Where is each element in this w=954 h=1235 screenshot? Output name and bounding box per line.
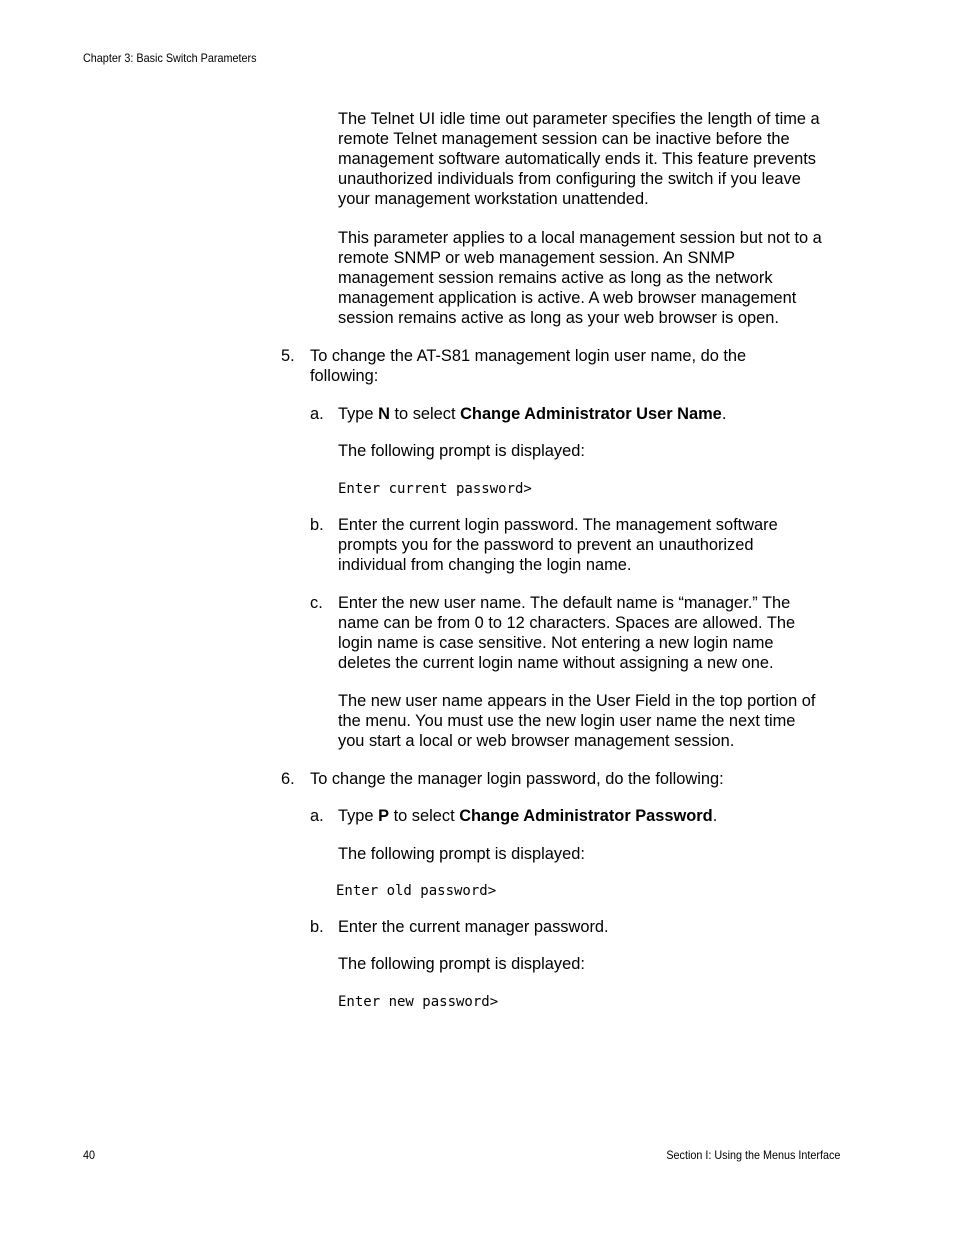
code-prompt: Enter old password> (336, 883, 497, 899)
paragraph-line: individual from changing the login name. (338, 556, 632, 575)
paragraph-line: This parameter applies to a local management session but not to a (338, 229, 822, 247)
step-6a-marker: a. (310, 807, 324, 825)
menu-option-name: Change Administrator Password (459, 807, 713, 825)
step-5c-text (338, 593, 795, 673)
step-6b-text: Enter the current manager password. (338, 918, 609, 936)
paragraph-line: management session remains active as long as the network (338, 269, 773, 288)
paragraph-line: management application is active. A web browser management (338, 289, 797, 308)
paragraph-line: you start a local or web browser management session. (338, 732, 735, 751)
step-5-text (310, 346, 746, 386)
paragraph-line: login name is case sensitive. Not entering a new login name (338, 634, 774, 653)
paragraph-line: To change the AT-S81 management login user name, do the (310, 347, 747, 365)
intro-paragraph-2 (338, 228, 822, 328)
running-footer: Section I: Using the Menus Interface (665, 1148, 840, 1162)
step-5a-text: Type N to select Change Administrator User Name. (338, 405, 727, 423)
prompt-intro: The following prompt is displayed: (338, 442, 585, 460)
paragraph-line: The new user name appears in the User Field in the top portion of (338, 692, 816, 710)
step-5a-marker: a. (310, 405, 324, 423)
step-5c-note (338, 691, 815, 751)
paragraph-line: remote Telnet management session can be inactive before the (338, 130, 790, 149)
step-5c-marker: c. (310, 594, 323, 612)
prompt-intro: The following prompt is displayed: (338, 955, 585, 973)
paragraph-line: Enter the current login password. The management software (338, 516, 778, 534)
paragraph-line: your management workstation unattended. (338, 190, 649, 209)
step-5b-text (338, 515, 778, 575)
paragraph-line: Enter the new user name. The default name is “manager.” The (338, 594, 791, 612)
step-6b-marker: b. (310, 918, 324, 936)
running-header: Chapter 3: Basic Switch Parameters (83, 51, 257, 65)
paragraph-line: name can be from 0 to 12 characters. Spaces are allowed. The (338, 614, 796, 633)
code-prompt: Enter current password> (338, 481, 532, 497)
paragraph-line: remote SNMP or web management session. An SNMP (338, 249, 735, 268)
paragraph-line: unauthorized individuals from configuring the switch if you leave (338, 170, 801, 189)
key-p: P (378, 807, 390, 825)
paragraph-line: prompts you for the password to prevent an unauthorized (338, 536, 754, 555)
paragraph-line: session remains active as long as your web browser is open. (338, 309, 779, 328)
paragraph-line: The Telnet UI idle time out parameter specifies the length of time a (338, 110, 820, 128)
code-prompt: Enter new password> (338, 994, 499, 1010)
key-n: N (378, 405, 390, 423)
intro-paragraph-1 (338, 109, 820, 209)
step-6-text: To change the manager login password, do the following: (310, 770, 724, 788)
step-5-number: 5. (281, 347, 295, 365)
step-5b-marker: b. (310, 516, 324, 534)
paragraph-line: deletes the current login name without assigning a new one. (338, 654, 774, 673)
prompt-intro: The following prompt is displayed: (338, 845, 585, 863)
menu-option-name: Change Administrator User Name (460, 405, 722, 423)
step-6-number: 6. (281, 770, 295, 788)
page-number: 40 (83, 1148, 96, 1162)
step-6a-text: Type P to select Change Administrator Password. (338, 807, 718, 825)
paragraph-line: the menu. You must use the new login user name the next time (338, 712, 796, 731)
paragraph-line: management software automatically ends it. This feature prevents (338, 150, 817, 169)
paragraph-line: following: (310, 367, 379, 386)
